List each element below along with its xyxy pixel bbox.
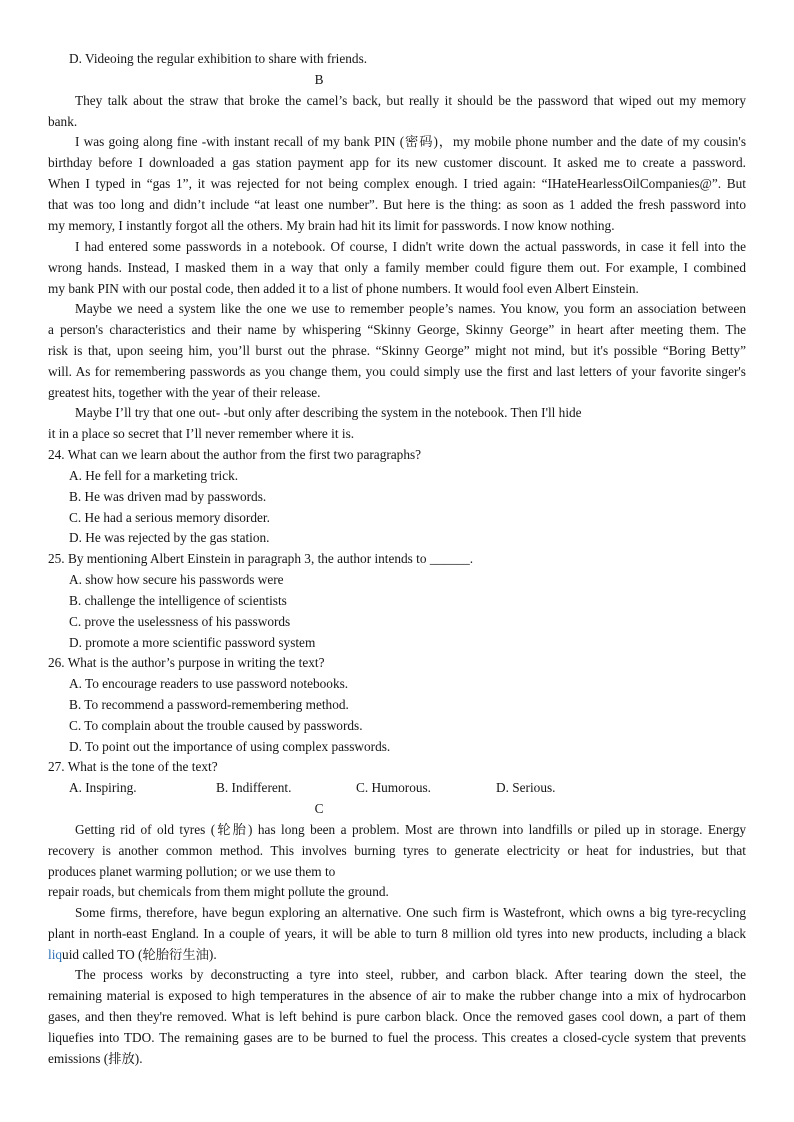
passage-b-line: it in a place so secret that I’ll never remember where it is. xyxy=(48,426,355,441)
passage-c-line: emissions (排放). xyxy=(48,1051,143,1066)
question-24-option: C. He had a serious memory disorder. xyxy=(69,510,270,525)
question-25-option: B. challenge the intelligence of scientists xyxy=(69,593,287,608)
passage-c-line: remaining material is exposed to high temperatures in the absence of air to make the rubber change into a mix of hydrocarbon xyxy=(48,988,746,1003)
passage-b-line: that was too long and didn’t include “at least one number”. But here is the thing: as soon as 1 added the fresh password into xyxy=(48,197,746,212)
passage-b-line: risk is that, upon seeing him, you’ll burst out the phrase. “Skinny George” might not mind, but it's possible “Boring Betty” xyxy=(48,343,746,358)
question-24-option: B. He was driven mad by passwords. xyxy=(69,489,267,504)
question-26-option: C. To complain about the trouble caused by passwords. xyxy=(69,718,363,733)
previous-question-option-d: D. Videoing the regular exhibition to share with friends. xyxy=(69,51,368,66)
question-25-stem: 25. By mentioning Albert Einstein in paragraph 3, the author intends to ______. xyxy=(48,551,474,566)
passage-b-line: wrong hands. Instead, I masked them in a way that only a family member could figure them out. For example, I combined xyxy=(48,260,746,275)
passage-b-line: greatest hits, together with the year of their release. xyxy=(48,385,321,400)
question-24-option: A. He fell for a marketing trick. xyxy=(69,468,239,483)
passage-c-line: gases, and then they're removed. What is left behind is pure carbon black. Once the removed gases cool down, a part of them xyxy=(48,1009,746,1024)
passage-c-text: uid called TO (轮胎衍生油). xyxy=(62,947,217,962)
passage-b-line: I had entered some passwords in a notebook. Of course, I didn't write down the actual passwords, in case it fell into the xyxy=(75,239,746,254)
question-26-stem: 26. What is the author’s purpose in writing the text? xyxy=(48,655,325,670)
passage-c-line: repair roads, but chemicals from them might pollute the ground. xyxy=(48,884,389,899)
passage-c-heading: C xyxy=(314,801,324,816)
passage-b-line: Maybe we need a system like the one we use to remember people’s names. You know, you form an association between xyxy=(75,301,746,316)
question-27-option: D. Serious. xyxy=(496,780,556,795)
question-27-stem: 27. What is the tone of the text? xyxy=(48,759,218,774)
passage-b-line: They talk about the straw that broke the camel’s back, but really it should be the password that wiped out my memory xyxy=(75,93,746,108)
passage-c-line: produces planet warming pollution; or we use them to xyxy=(48,864,336,879)
passage-b-heading: B xyxy=(314,72,324,87)
passage-b-line: I was going along fine -with instant recall of my bank PIN (密码)，my mobile phone number and the date of my cousin's xyxy=(75,134,746,149)
question-24-stem: 24. What can we learn about the author from the first two paragraphs? xyxy=(48,447,422,462)
question-27-option: B. Indifferent. xyxy=(216,780,292,795)
question-27-option: A. Inspiring. xyxy=(69,780,137,795)
passage-b-line: will. As for remembering passwords as you change them, you could simply use the first and last letters of your favorite singer's xyxy=(48,364,746,379)
passage-b-line: Maybe I’ll try that one out- -but only after describing the system in the notebook. Then I'll hide xyxy=(75,405,582,420)
passage-b-line: my memory, I instantly forgot all the others. My brain had hit its limit for passwords. I now know nothing. xyxy=(48,218,615,233)
question-24-option: D. He was rejected by the gas station. xyxy=(69,530,270,545)
passage-c-line: The process works by deconstructing a tyre into steel, rubber, and carbon black. After tearing down the steel, the xyxy=(75,967,746,982)
highlighted-text: liq xyxy=(48,947,63,962)
passage-c-line: plant in north-east England. In a couple of years, it will be able to turn 8 million old tyres into new products, including a black xyxy=(48,926,746,941)
question-25-option: C. prove the uselessness of his passwords xyxy=(69,614,291,629)
passage-c-line: Some firms, therefore, have begun exploring an alternative. One such firm is Wastefront, which owns a big tyre-recycling xyxy=(75,905,746,920)
passage-b-line: When I typed in “gas 1”, it was rejected for not being complex enough. I tried again: “IHateHearlessOilCompanies@”. But xyxy=(48,176,746,191)
passage-b-line: a person's characteristics and their name by whispering “Skinny George, Skinny George” in heart after meeting them. The xyxy=(48,322,746,337)
passage-b-line: birthday before I downloaded a gas station payment app for its new customer discount. It asked me to create a password. xyxy=(48,155,746,170)
question-26-option: B. To recommend a password-remembering method. xyxy=(69,697,349,712)
question-25-option: D. promote a more scientific password system xyxy=(69,635,316,650)
passage-b-line: my bank PIN with our postal code, then added it to a list of phone numbers. It would fool even Albert Einstein. xyxy=(48,281,639,296)
question-25-option: A. show how secure his passwords were xyxy=(69,572,284,587)
question-27-option: C. Humorous. xyxy=(356,780,431,795)
question-26-option: D. To point out the importance of using complex passwords. xyxy=(69,739,391,754)
passage-b-line: bank. xyxy=(48,114,78,129)
passage-c-line xyxy=(48,947,217,963)
passage-c-line: Getting rid of old tyres (轮胎) has long been a problem. Most are thrown into landfills or piled up in storage. Energy xyxy=(75,822,746,837)
passage-c-line: recovery is another common method. This involves burning tyres to generate electricity or heat for industries, but that xyxy=(48,843,746,858)
passage-c-line: liquefies into TDO. The remaining gases are to be burned to fuel the process. This creates a closed-cycle system that prevents xyxy=(48,1030,746,1045)
question-26-option: A. To encourage readers to use password notebooks. xyxy=(69,676,349,691)
